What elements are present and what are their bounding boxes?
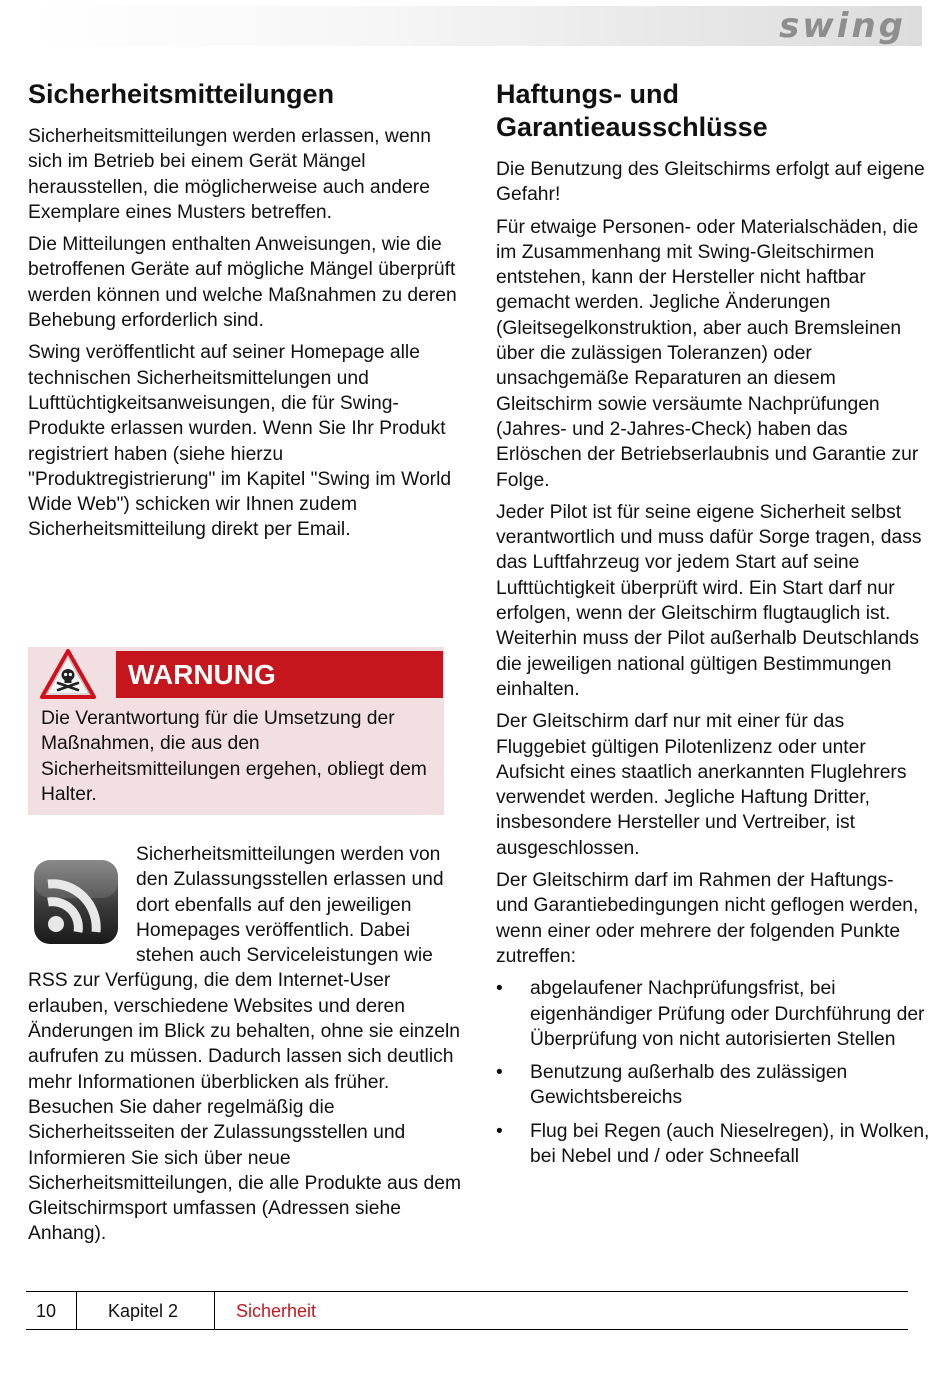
left-paragraph-1: Sicherheitsmitteilungen werden erlassen, wenn sich im Betrieb bei einem Gerät Mängel herausstellen, die möglicherweise auch andere Exemplare eines Musters betreffen. — [28, 126, 431, 223]
rss-icon — [32, 858, 122, 948]
right-paragraph-3: Jeder Pilot ist für seine eigene Sicherheit selbst verantwortlich und muss dafür Sorge tragen, dass das Luftfahrzeug vor jedem Start auf seine Lufttüchtigkeit überprüft wird. Ein Start darf nur erfolgen, wenn der Gleitschirm flugtauglich ist. Weiterhin muss der Pilot außerhalb Deutschlands die jeweiligen national gültigen Bestimmungen einhalten. — [496, 501, 922, 700]
warning-text: Die Verantwortung für die Umsetzung der Maßnahmen, die aus den Sicherheitsmitteilungen ergehen, obliegt dem Halter. — [41, 708, 427, 805]
footer-divider — [214, 1291, 215, 1330]
left-paragraph-2: Die Mitteilungen enthalten Anweisungen, wie die betroffenen Geräte auf mögliche Mängel überprüft werden können und welche Maßnahmen zu deren Behebung erforderlich sind. — [28, 234, 457, 332]
left-paragraph-3: Swing veröffentlicht auf seiner Homepage alle technischen Sicherheitsmittelungen und Lufttüchtigkeitsanweisungen, die für Swing-Produkte erlassen wurden. Wenn Sie Ihr Produkt registriert haben (siehe hierzu "Produktregistrierung" im Kapitel "Swing im World Wide Web") schicken wir Ihnen zudem Sicherheitsmitteilung direkt per Email. — [28, 342, 452, 541]
skull-warning-icon — [40, 648, 96, 700]
footer-top-rule — [26, 1291, 908, 1292]
chapter-label: Kapitel 2 — [108, 1301, 179, 1321]
after-warning-block — [28, 842, 468, 1254]
right-paragraph-5: Der Gleitschirm darf im Rahmen der Haftungs- und Garantiebedingungen nicht geflogen werden, wenn einer oder mehrere der folgenden Punkte zutreffen: — [496, 870, 919, 967]
left-paragraph-4: Sicherheitsmitteilungen werden von den Zulassungsstellen erlassen und dort ebenfalls auf den jeweiligen Homepages veröffentlich. Dabei stehen auch Serviceleistungen wie RSS zur Verfügung, die dem Internet-User erlauben, verschiedene Websites und deren Änderungen im Blick zu behalten, ohne sie einzeln aufrufen zu müssen. Dadurch lassen sich deutlich mehr Informationen überblicken als früher. Besuchen Sie daher regelmäßig die Sicherheitsseiten der Zulassungsstellen und Informieren Sie sich über neue Sicherheitsmitteilungen, die alle Produkte aus dem Gleitschirmsport umfassen (Adressen siehe Anhang). — [28, 844, 461, 1245]
left-column — [28, 78, 468, 550]
right-paragraph-2: Für etwaige Personen- oder Materialschäden, die im Zusammenhang mit Swing-Gleitschirmen entstehen, kann der Hersteller nicht haftbar gemacht werden. Jegliche Änderungen (Gleitsegelkonstruktion, aber auch Bremsleinen über die zulässigen Toleranzen) oder unsachgemäße Reparaturen an diesem Gleitschirm sowie versäumte Nachprüfungen (Jahres- und 2-Jahres-Check) haben das Erlöschen der Betriebserlaubnis und Garantie zur Folge. — [496, 216, 919, 491]
liability-heading: Haftungs- und Garantieausschlüsse — [496, 79, 768, 142]
page-number: 10 — [36, 1301, 57, 1321]
swing-logo: swing — [779, 6, 906, 46]
footer-bottom-rule — [26, 1329, 908, 1330]
warning-title: WARNUNG — [116, 651, 443, 698]
footer-divider — [76, 1291, 77, 1330]
right-paragraph-4: Der Gleitschirm darf nur mit einer für das Fluggebiet gültigen Pilotenlizenz oder unter Aufsicht eines staatlich anerkannten Fluglehrers verwendet werden. Jegliche Haftung Dritter, insbesondere Hersteller und Vertreiber, ist ausgeschlossen. — [496, 711, 907, 859]
exclusion-list — [496, 976, 931, 1169]
section-label: Sicherheit — [236, 1301, 317, 1321]
list-item: • Flug bei Regen (auch Nieselregen), in Wolken, bei Nebel und / oder Schneefall — [496, 1119, 931, 1170]
list-item: • Benutzung außerhalb des zulässigen Gewichtsbereichs — [496, 1060, 931, 1111]
right-column — [496, 78, 931, 1177]
list-item: • abgelaufener Nachprüfungsfrist, bei eigenhändiger Prüfung oder Durchführung der Überprüfung von nicht autorisierten Stellen — [496, 976, 931, 1052]
right-paragraph-1: Die Benutzung des Gleitschirms erfolgt auf eigene Gefahr! — [496, 159, 925, 206]
safety-notices-heading: Sicherheitsmitteilungen — [28, 79, 335, 109]
